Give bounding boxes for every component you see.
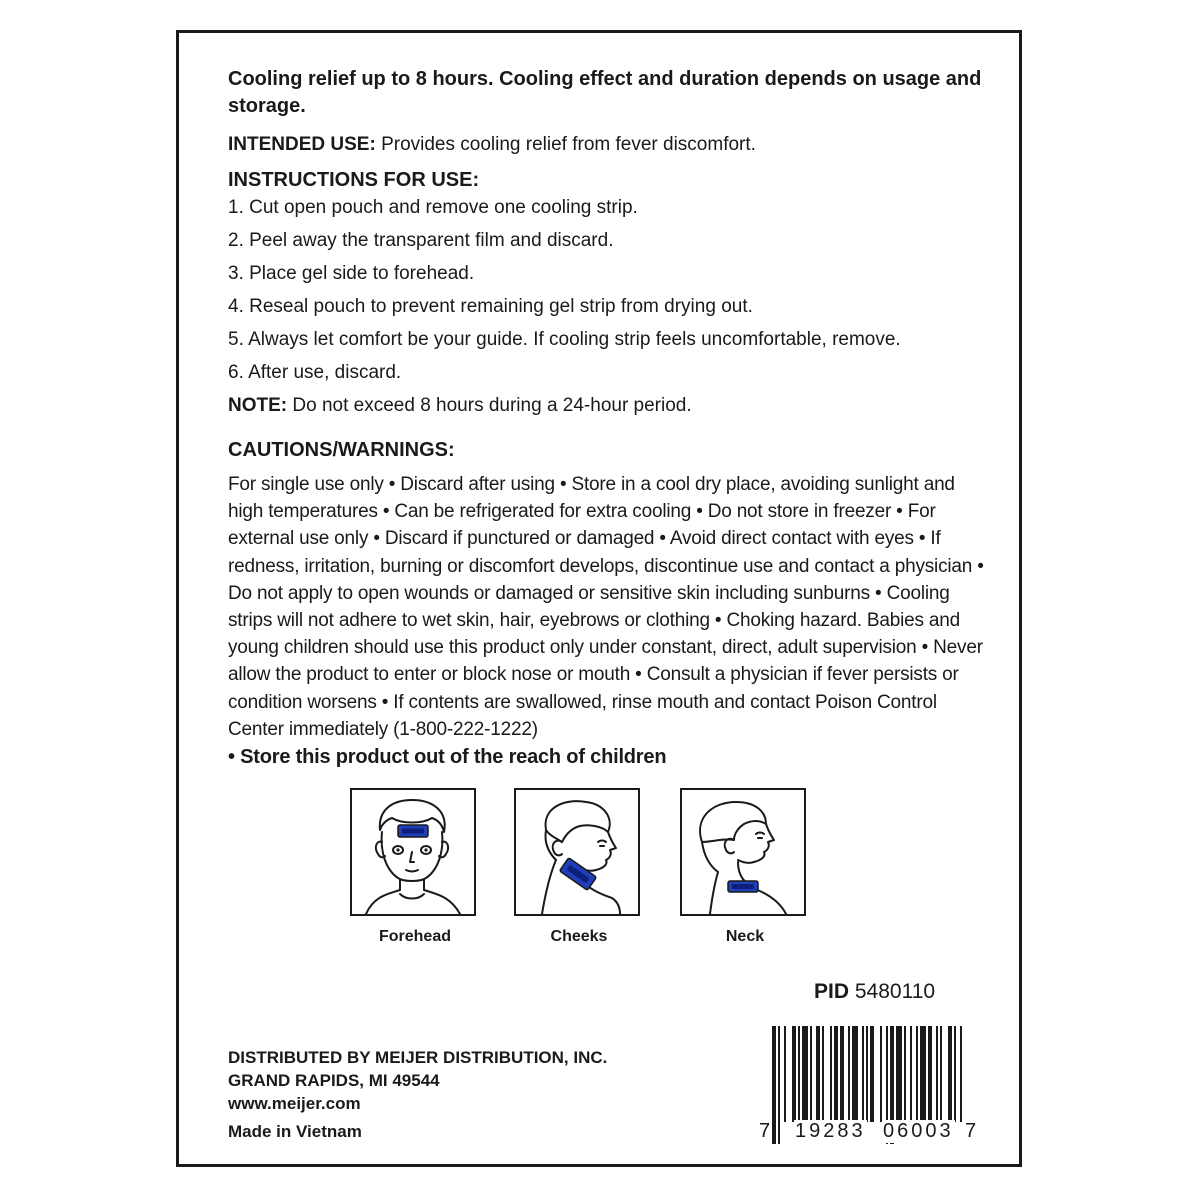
barcode-bar (936, 1026, 938, 1122)
barcode-bar (792, 1026, 796, 1122)
barcode-bar (862, 1026, 864, 1122)
note (228, 393, 988, 418)
neck-application-icon (680, 788, 806, 916)
product-id (814, 980, 935, 1004)
barcode-bar (816, 1026, 820, 1122)
instruction-step: 1. Cut open pouch and remove one cooling strip. (228, 197, 638, 218)
barcode-bar (948, 1026, 952, 1122)
made-in: Made in Vietnam (228, 1122, 362, 1141)
barcode-bar (802, 1026, 808, 1122)
distributor-block (228, 1046, 607, 1115)
barcode-bar (928, 1026, 932, 1122)
distributor-line: DISTRIBUTED BY MEIJER DISTRIBUTION, INC. (228, 1048, 608, 1067)
barcode-bar (822, 1026, 824, 1122)
intended-use (228, 132, 988, 157)
forehead-caption: Forehead (378, 928, 451, 945)
neck-caption: Neck (725, 928, 765, 945)
barcode-bar (810, 1026, 812, 1122)
intro-text: Cooling relief up to 8 hours. Cooling effect and duration depends on usage and storage. (228, 68, 982, 117)
barcode-first-digit: 7 (759, 1120, 771, 1142)
note-label: NOTE: (228, 395, 288, 416)
instructions-list (228, 195, 988, 385)
barcode-bar (784, 1026, 786, 1122)
instruction-step: 5. Always let comfort be your guide. If cooling strip feels uncomfortable, remove. (228, 329, 901, 350)
barcode-bar (960, 1026, 962, 1122)
barcode-bar (866, 1026, 868, 1122)
distributor-website: www.meijer.com (228, 1094, 361, 1113)
cheeks-application-icon (514, 788, 640, 916)
barcode-check-digit: 7 (965, 1120, 977, 1142)
barcode-bar (880, 1026, 882, 1122)
intended-use-label: INTENDED USE: (228, 134, 376, 155)
instruction-step: 3. Place gel side to forehead. (228, 263, 475, 284)
distributor-address: GRAND RAPIDS, MI 49544 (228, 1071, 440, 1090)
intended-use-text: Provides cooling relief from fever discomfort. (375, 134, 756, 155)
note-text: Do not exceed 8 hours during a 24-hour period. (287, 395, 692, 416)
barcode-digits (758, 1120, 978, 1146)
barcode-bar (954, 1026, 956, 1122)
cautions-text (228, 471, 988, 771)
pid-label: PID (814, 980, 850, 1003)
barcode-bar (798, 1026, 800, 1122)
barcode-left-group: 19283 (795, 1120, 866, 1142)
barcode-bar (920, 1026, 926, 1122)
cheeks-caption: Cheeks (550, 928, 608, 945)
barcode-bar (910, 1026, 912, 1122)
cautions-body: For single use only • Discard after using • Store in a cool dry place, avoiding sunlight and high temperatures • Can be refrigerated for extra cooling • Do not store in freezer • For external use only • Discard if punctured or damaged • Avoid direct contact with eyes • If redness, irritation, burning or discomfort develops, discontinue use and contact a physician • Do not apply to open wounds or damaged or sensitive skin including sunburns • Cooling strips will not adhere to wet skin, hair, eyebrows or clothing • Choking hazard. Babies and young children should use this product only under constant, direct, adult supervision • Never allow the product to enter or block nose or mouth • Consult a physician if fever persists or condition worsens • If contents are swallowed, rinse mouth and contact Poison Control Center immediately (1-800-222-1222) (228, 474, 984, 740)
barcode-bar (940, 1026, 942, 1122)
pid-value: 5480110 (849, 980, 936, 1003)
barcode-bar (830, 1026, 832, 1122)
barcode-right-group: 06003 (883, 1120, 954, 1142)
barcode-bar (840, 1026, 844, 1122)
barcode-bar (848, 1026, 850, 1122)
barcode-bar (904, 1026, 906, 1122)
instructions-heading: INSTRUCTIONS FOR USE: (228, 169, 480, 191)
label-content (228, 66, 988, 790)
forehead-application-icon (350, 788, 476, 916)
barcode-bar (870, 1026, 874, 1122)
instruction-step: 4. Reseal pouch to prevent remaining gel strip from drying out. (228, 296, 753, 317)
barcode-bar (916, 1026, 918, 1122)
instruction-step: 6. After use, discard. (228, 362, 402, 383)
instruction-step: 2. Peel away the transparent film and discard. (228, 230, 614, 251)
barcode-bar (834, 1026, 838, 1122)
barcode-bar (896, 1026, 902, 1122)
barcode-bar (852, 1026, 858, 1122)
cautions-heading: CAUTIONS/WARNINGS: (228, 439, 455, 461)
cautions-children-warning: • Store this product out of the reach of children (228, 746, 667, 769)
